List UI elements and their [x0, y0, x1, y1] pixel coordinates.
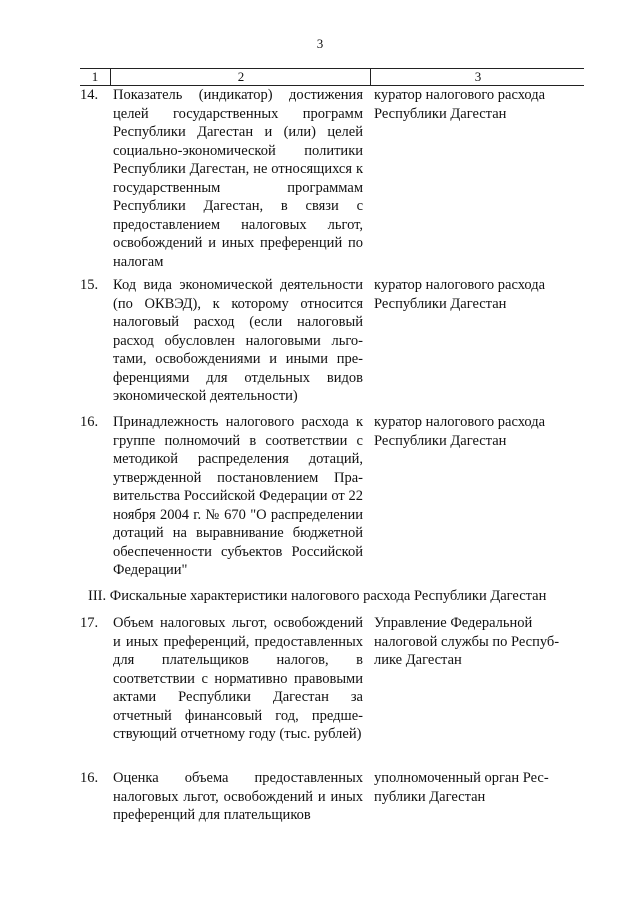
row-responsible: уполномоченный орган Республики Дагестан	[374, 770, 549, 805]
page-number: 3	[316, 36, 324, 51]
table-header	[80, 68, 584, 86]
row-responsible: куратор налогового расхода Республики Дагестан	[374, 87, 546, 122]
column-1-header: 1	[91, 69, 99, 84]
row-number: 17.	[80, 615, 99, 631]
section-heading: III. Фискальные характеристики налогового расхода Республики Дагестан	[88, 588, 547, 604]
row-responsible: куратор налогового расхода Республики Дагестан	[374, 277, 546, 312]
row-number: 15.	[80, 277, 99, 293]
column-2-header: 2	[110, 69, 371, 85]
row-description: Оценка объема предоставленных налоговых льгот, освобождений и иных преференций для плательщиков	[113, 770, 363, 823]
row-description: Объем налоговых льгот, освобождений и иных преференций, предоставленных для плательщиков налогов, в соответствии с нормативно правовыми актами Республики Дагестан за отчетный финансовый год, предшествующий отчетному году (тыс. рублей)	[113, 615, 363, 742]
row-number: 16.	[80, 770, 99, 786]
row-responsible: Управление Федеральной налоговой службы по Республике Дагестан	[374, 615, 560, 668]
column-3-header: 3	[370, 69, 585, 85]
row-description: Принадлежность налогового расхода к группе полномочий в соответствии с методикой распределения дотаций, утвержденной постановлением Правительства Российской Федерации от 22 ноября 2004 г. № 670 "О распределении дотаций на выравнивание бюджетной обеспеченности субъектов Российской Федерации"	[113, 414, 363, 578]
row-description: Показатель (индикатор) достижения целей государственных программ Республики Дагестан и (или) целей социально-экономической политики Республики Дагестан, не относящихся к государственным программам Республики Дагестан, в связи с предоставлением налоговых льгот, освобождений и иных преференций по налогам	[113, 87, 363, 270]
row-number: 16.	[80, 414, 99, 430]
row-responsible: куратор налогового расхода Республики Дагестан	[374, 414, 546, 449]
row-description: Код вида экономической деятельности (по ОКВЭД), к которому относится налоговый расход (если налоговый расход обусловлен налоговыми льготами, освобождениями и иными преференциями для отдельных видов экономической деятельности)	[113, 277, 363, 404]
row-number: 14.	[80, 87, 99, 103]
